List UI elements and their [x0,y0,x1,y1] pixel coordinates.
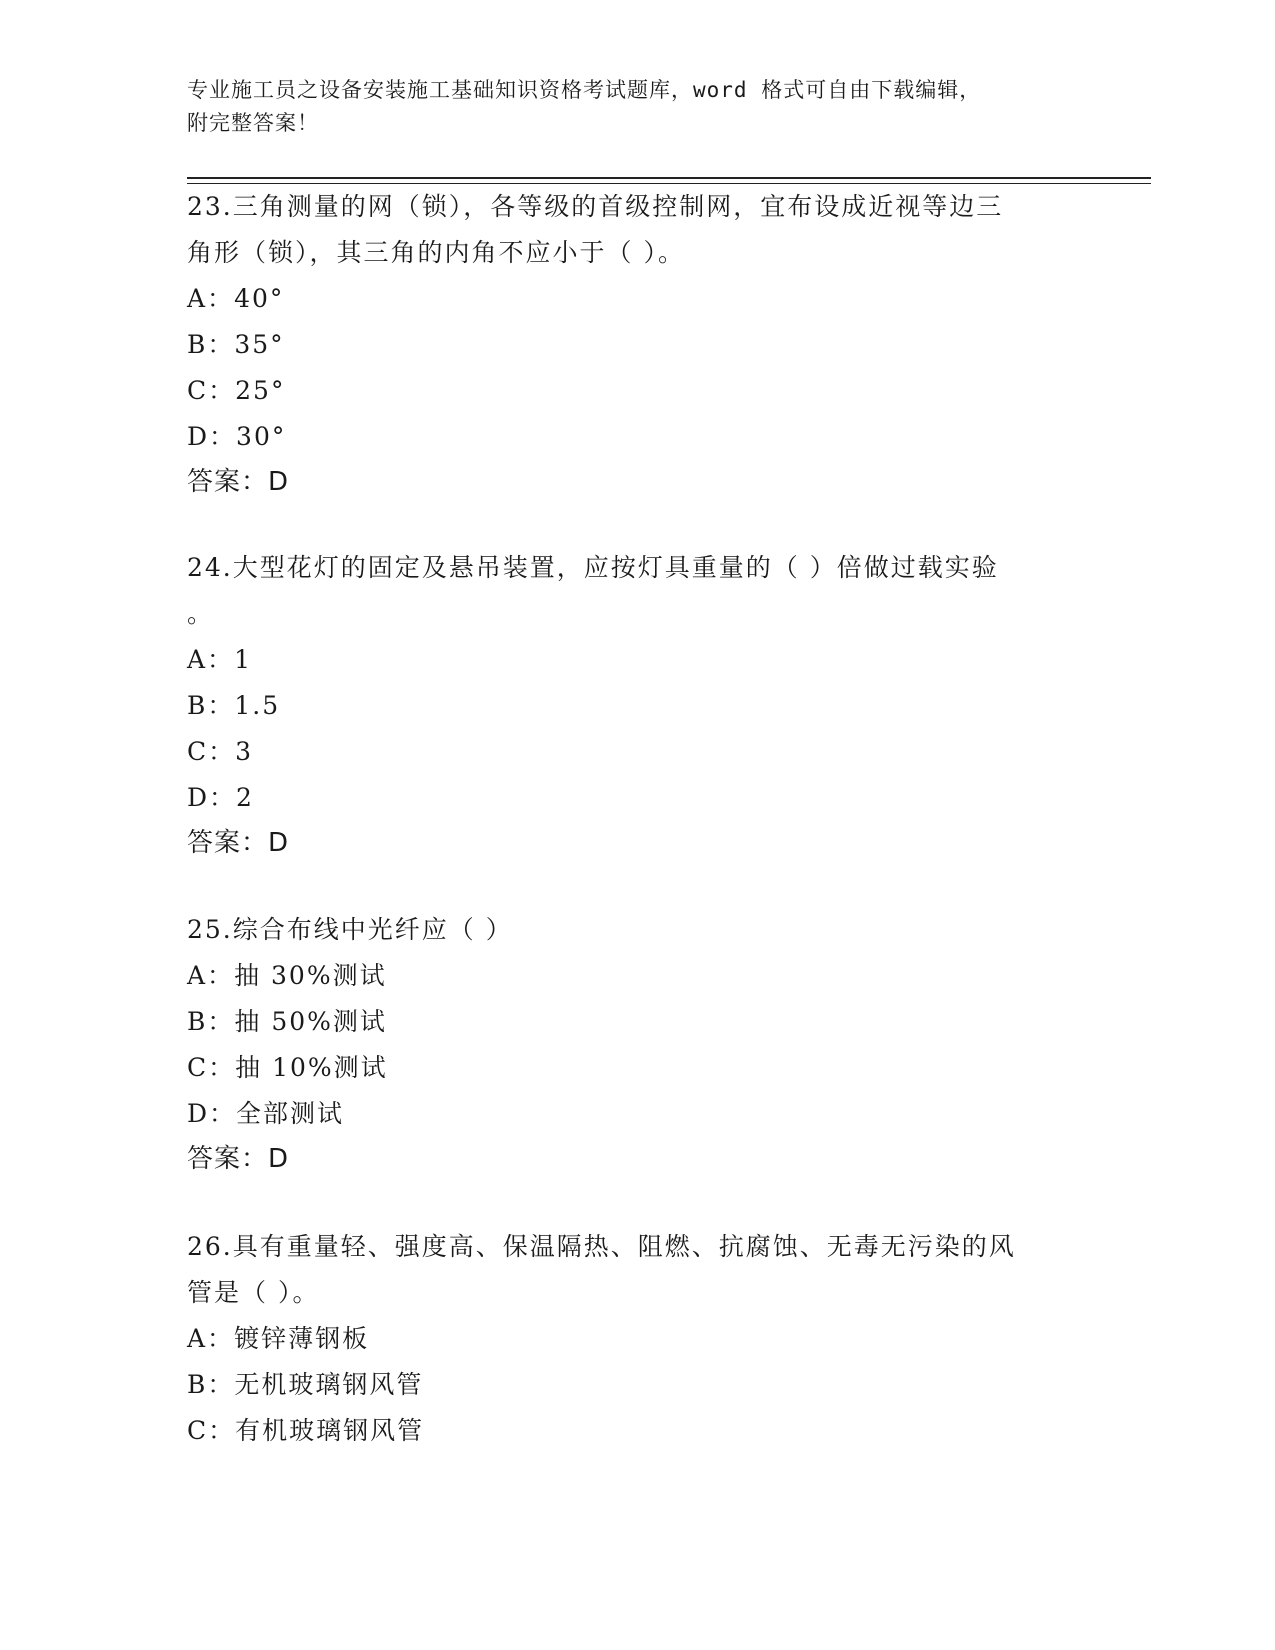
question-stem-line: 26.具有重量轻、强度高、保温隔热、阻燃、抗腐蚀、无毒无污染的风 [187,1232,1016,1261]
option-key: C： [187,376,236,405]
option-key: A： [187,961,235,990]
question-stem [187,1224,1087,1316]
option-a [187,1316,1087,1362]
option-text: 40° [234,284,285,313]
option-key: C： [187,1416,236,1445]
option-key: C： [187,737,236,766]
option-c [187,729,1087,775]
option-a [187,953,1087,999]
option-key: B： [187,330,235,359]
option-key: D： [187,783,237,812]
option-text: 3 [235,737,254,766]
option-text: 抽 50%测试 [234,1007,387,1036]
option-text: 镀锌薄钢板 [234,1324,370,1353]
answer-line: 答案：D [187,828,290,858]
question-23 [187,184,1087,504]
option-b [187,1362,1087,1408]
option-text: 1 [234,645,252,674]
question-stem [187,184,1087,276]
question-26 [187,1224,1087,1454]
option-text: 全部测试 [236,1099,345,1128]
question-stem [187,907,1087,953]
question-stem [187,545,1087,637]
option-text: 抽 30%测试 [234,961,387,990]
option-a [187,637,1087,683]
option-text: 无机玻璃钢风管 [234,1370,424,1399]
option-key: B： [187,1370,235,1399]
option-c [187,368,1087,414]
option-text: 30° [236,422,287,451]
option-key: A： [187,1324,235,1353]
option-key: B： [187,691,235,720]
option-text: 有机玻璃钢风管 [235,1416,425,1445]
option-key: A： [187,284,235,313]
option-text: 抽 10%测试 [235,1053,388,1082]
option-c [187,1408,1087,1454]
option-d [187,775,1087,821]
option-c [187,1045,1087,1091]
question-stem-line: 23.三角测量的网（锁），各等级的首级控制网，宜布设成近视等边三 [187,192,1004,221]
option-text: 1.5 [234,691,281,720]
option-text: 2 [236,783,254,812]
option-b [187,999,1087,1045]
option-key: B： [187,1007,235,1036]
option-a [187,276,1087,322]
question-stem-line: 管是（ ）。 [187,1278,320,1307]
question-stem-line: 。 [187,599,215,628]
question-25 [187,907,1087,1181]
option-b [187,322,1087,368]
document-header [187,74,1087,140]
option-text: 35° [234,330,285,359]
question-stem-line: 角形（锁），其三角的内角不应小于（ ）。 [187,238,685,267]
option-key: A： [187,645,235,674]
option-d [187,1091,1087,1137]
question-stem-line: 24.大型花灯的固定及悬吊装置，应按灯具重量的（ ）倍做过载实验 [187,553,999,582]
option-d [187,414,1087,460]
option-key: D： [187,422,237,451]
question-stem-line: 25.综合布线中光纤应（ ） [187,915,513,944]
answer-line: 答案：D [187,1144,290,1174]
question-24 [187,545,1087,865]
option-key: C： [187,1053,236,1082]
option-b [187,683,1087,729]
header-divider-thick [187,177,1151,179]
answer-line: 答案：D [187,467,290,497]
option-key: D： [187,1099,237,1128]
header-line-2: 附完整答案！ [187,111,319,135]
option-text: 25° [235,376,286,405]
header-line-1: 专业施工员之设备安装施工基础知识资格考试题库，word 格式可自由下载编辑， [187,78,982,102]
